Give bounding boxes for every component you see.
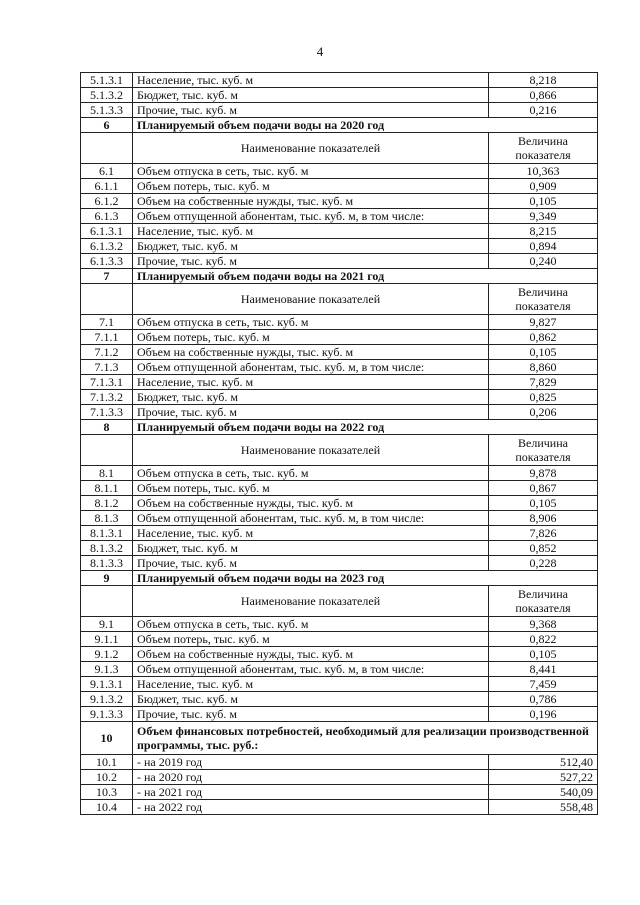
table-row <box>81 73 598 88</box>
section-row <box>81 118 598 133</box>
header-value: Величина показателя <box>489 586 598 617</box>
table-row <box>81 481 598 496</box>
row-value: 0,216 <box>489 103 598 118</box>
section-title: Планируемый объем подачи воды на 2020 год <box>133 118 598 133</box>
row-name: Объем отпуска в сеть, тыс. куб. м <box>133 466 489 481</box>
row-name: - на 2021 год <box>133 785 489 800</box>
section-row <box>81 420 598 435</box>
table-row <box>81 707 598 722</box>
table-row <box>81 254 598 269</box>
table-row <box>81 224 598 239</box>
row-name: Объем потерь, тыс. куб. м <box>133 481 489 496</box>
header-name: Наименование показателей <box>133 284 489 315</box>
row-name: Прочие, тыс. куб. м <box>133 103 489 118</box>
row-value: 0,822 <box>489 632 598 647</box>
row-number: 7.1.3.3 <box>81 405 133 420</box>
table-body <box>81 73 598 815</box>
row-number: 10.2 <box>81 770 133 785</box>
table-row <box>81 755 598 770</box>
row-name: Объем отпущенной абонентам, тыс. куб. м, в том числе: <box>133 209 489 224</box>
row-name: Население, тыс. куб. м <box>133 375 489 390</box>
table-row <box>81 677 598 692</box>
table-row <box>81 526 598 541</box>
row-name: Прочие, тыс. куб. м <box>133 405 489 420</box>
row-name: Население, тыс. куб. м <box>133 224 489 239</box>
section-title: Планируемый объем подачи воды на 2023 год <box>133 571 598 586</box>
row-number: 6.1.3.2 <box>81 239 133 254</box>
row-value: 9,878 <box>489 466 598 481</box>
row-name: Население, тыс. куб. м <box>133 677 489 692</box>
header-value: Величина показателя <box>489 133 598 164</box>
row-number: 5.1.3.2 <box>81 88 133 103</box>
row-value: 540,09 <box>489 785 598 800</box>
header-value: Величина показателя <box>489 435 598 466</box>
row-value: 0,105 <box>489 647 598 662</box>
row-name: Объем потерь, тыс. куб. м <box>133 632 489 647</box>
column-header-row <box>81 133 598 164</box>
row-number: 8.1.3 <box>81 511 133 526</box>
header-name: Наименование показателей <box>133 133 489 164</box>
row-value: 0,105 <box>489 496 598 511</box>
row-number: 7.1 <box>81 315 133 330</box>
row-number: 9.1 <box>81 617 133 632</box>
row-value: 8,441 <box>489 662 598 677</box>
row-value: 0,786 <box>489 692 598 707</box>
row-number: 8.1 <box>81 466 133 481</box>
row-number: 8.1.3.2 <box>81 541 133 556</box>
row-value: 0,852 <box>489 541 598 556</box>
row-value: 0,206 <box>489 405 598 420</box>
row-name: Объем отпущенной абонентам, тыс. куб. м, в том числе: <box>133 360 489 375</box>
column-header-row <box>81 435 598 466</box>
header-blank <box>81 284 133 315</box>
row-number: 7.1.1 <box>81 330 133 345</box>
row-number: 9.1.3 <box>81 662 133 677</box>
row-name: Прочие, тыс. куб. м <box>133 707 489 722</box>
row-value: 0,105 <box>489 345 598 360</box>
row-value: 0,196 <box>489 707 598 722</box>
table-row <box>81 315 598 330</box>
row-value: 0,867 <box>489 481 598 496</box>
section-number: 6 <box>81 118 133 133</box>
row-value: 9,827 <box>489 315 598 330</box>
row-value: 0,228 <box>489 556 598 571</box>
row-value: 9,368 <box>489 617 598 632</box>
column-header-row <box>81 586 598 617</box>
section-title: Планируемый объем подачи воды на 2021 год <box>133 269 598 284</box>
header-blank <box>81 133 133 164</box>
header-blank <box>81 435 133 466</box>
row-number: 7.1.3 <box>81 360 133 375</box>
row-name: - на 2022 год <box>133 800 489 815</box>
row-number: 6.1.1 <box>81 179 133 194</box>
row-name: Объем на собственные нужды, тыс. куб. м <box>133 496 489 511</box>
row-name: Объем на собственные нужды, тыс. куб. м <box>133 345 489 360</box>
table-row <box>81 345 598 360</box>
row-number: 8.1.2 <box>81 496 133 511</box>
row-value: 10,363 <box>489 164 598 179</box>
row-name: Объем отпуска в сеть, тыс. куб. м <box>133 164 489 179</box>
section-number: 8 <box>81 420 133 435</box>
row-value: 527,22 <box>489 770 598 785</box>
table-row <box>81 164 598 179</box>
indicators-table <box>80 72 598 815</box>
row-value: 7,829 <box>489 375 598 390</box>
row-number: 6.1.3.1 <box>81 224 133 239</box>
row-value: 0,866 <box>489 88 598 103</box>
table-row <box>81 800 598 815</box>
table-row <box>81 88 598 103</box>
row-number: 9.1.1 <box>81 632 133 647</box>
section-title: Планируемый объем подачи воды на 2022 год <box>133 420 598 435</box>
header-name: Наименование показателей <box>133 586 489 617</box>
row-number: 7.1.3.1 <box>81 375 133 390</box>
row-number: 7.1.2 <box>81 345 133 360</box>
row-name: Объем отпущенной абонентам, тыс. куб. м, в том числе: <box>133 662 489 677</box>
row-number: 7.1.3.2 <box>81 390 133 405</box>
row-value: 8,215 <box>489 224 598 239</box>
table-row <box>81 647 598 662</box>
column-header-row <box>81 284 598 315</box>
row-value: 558,48 <box>489 800 598 815</box>
table-row <box>81 632 598 647</box>
table-row <box>81 375 598 390</box>
row-value: 7,459 <box>489 677 598 692</box>
row-name: Бюджет, тыс. куб. м <box>133 692 489 707</box>
table-row <box>81 511 598 526</box>
row-number: 6.1.2 <box>81 194 133 209</box>
row-value: 512,40 <box>489 755 598 770</box>
row-number: 8.1.3.3 <box>81 556 133 571</box>
table-row <box>81 541 598 556</box>
row-number: 9.1.3.3 <box>81 707 133 722</box>
row-number: 6.1 <box>81 164 133 179</box>
row-name: Бюджет, тыс. куб. м <box>133 390 489 405</box>
section-number: 9 <box>81 571 133 586</box>
row-number: 10.1 <box>81 755 133 770</box>
row-name: Объем на собственные нужды, тыс. куб. м <box>133 647 489 662</box>
row-value: 0,909 <box>489 179 598 194</box>
row-value: 8,218 <box>489 73 598 88</box>
row-value: 0,862 <box>489 330 598 345</box>
row-name: Прочие, тыс. куб. м <box>133 556 489 571</box>
section-row <box>81 571 598 586</box>
row-name: Бюджет, тыс. куб. м <box>133 239 489 254</box>
row-number: 6.1.3.3 <box>81 254 133 269</box>
table-row <box>81 390 598 405</box>
row-value: 0,105 <box>489 194 598 209</box>
row-name: Объем отпуска в сеть, тыс. куб. м <box>133 617 489 632</box>
table-row <box>81 209 598 224</box>
row-name: Прочие, тыс. куб. м <box>133 254 489 269</box>
table-row <box>81 662 598 677</box>
table-row <box>81 194 598 209</box>
row-value: 7,826 <box>489 526 598 541</box>
header-name: Наименование показателей <box>133 435 489 466</box>
table-row <box>81 239 598 254</box>
table-row <box>81 785 598 800</box>
table-row <box>81 466 598 481</box>
table-row <box>81 556 598 571</box>
row-name: Объем потерь, тыс. куб. м <box>133 179 489 194</box>
table-row <box>81 692 598 707</box>
header-value: Величина показателя <box>489 284 598 315</box>
row-name: Объем потерь, тыс. куб. м <box>133 330 489 345</box>
table-row <box>81 496 598 511</box>
row-name: Объем отпущенной абонентам, тыс. куб. м, в том числе: <box>133 511 489 526</box>
row-value: 8,860 <box>489 360 598 375</box>
row-number: 10.3 <box>81 785 133 800</box>
row-number: 9.1.3.2 <box>81 692 133 707</box>
row-name: Бюджет, тыс. куб. м <box>133 88 489 103</box>
row-number: 8.1.1 <box>81 481 133 496</box>
row-value: 9,349 <box>489 209 598 224</box>
table-row <box>81 617 598 632</box>
row-number: 10.4 <box>81 800 133 815</box>
section-row <box>81 269 598 284</box>
row-number: 8.1.3.1 <box>81 526 133 541</box>
table-row <box>81 103 598 118</box>
section-number: 7 <box>81 269 133 284</box>
header-blank <box>81 586 133 617</box>
row-number: 9.1.3.1 <box>81 677 133 692</box>
row-name: Объем отпуска в сеть, тыс. куб. м <box>133 315 489 330</box>
table-row <box>81 179 598 194</box>
row-value: 0,240 <box>489 254 598 269</box>
row-number: 6.1.3 <box>81 209 133 224</box>
table-row <box>81 770 598 785</box>
row-name: Бюджет, тыс. куб. м <box>133 541 489 556</box>
table-row <box>81 360 598 375</box>
section-number: 10 <box>81 722 133 755</box>
row-value: 0,825 <box>489 390 598 405</box>
row-name: Население, тыс. куб. м <box>133 73 489 88</box>
row-value: 8,906 <box>489 511 598 526</box>
row-number: 5.1.3.1 <box>81 73 133 88</box>
row-value: 0,894 <box>489 239 598 254</box>
row-number: 9.1.2 <box>81 647 133 662</box>
section-row <box>81 722 598 755</box>
table-row <box>81 330 598 345</box>
section-title: Объем финансовых потребностей, необходимый для реализации производственной программы, тыс. руб.: <box>133 722 598 755</box>
row-name: - на 2020 год <box>133 770 489 785</box>
row-number: 5.1.3.3 <box>81 103 133 118</box>
row-name: - на 2019 год <box>133 755 489 770</box>
table-row <box>81 405 598 420</box>
page-number: 4 <box>316 44 324 59</box>
row-name: Объем на собственные нужды, тыс. куб. м <box>133 194 489 209</box>
row-name: Население, тыс. куб. м <box>133 526 489 541</box>
